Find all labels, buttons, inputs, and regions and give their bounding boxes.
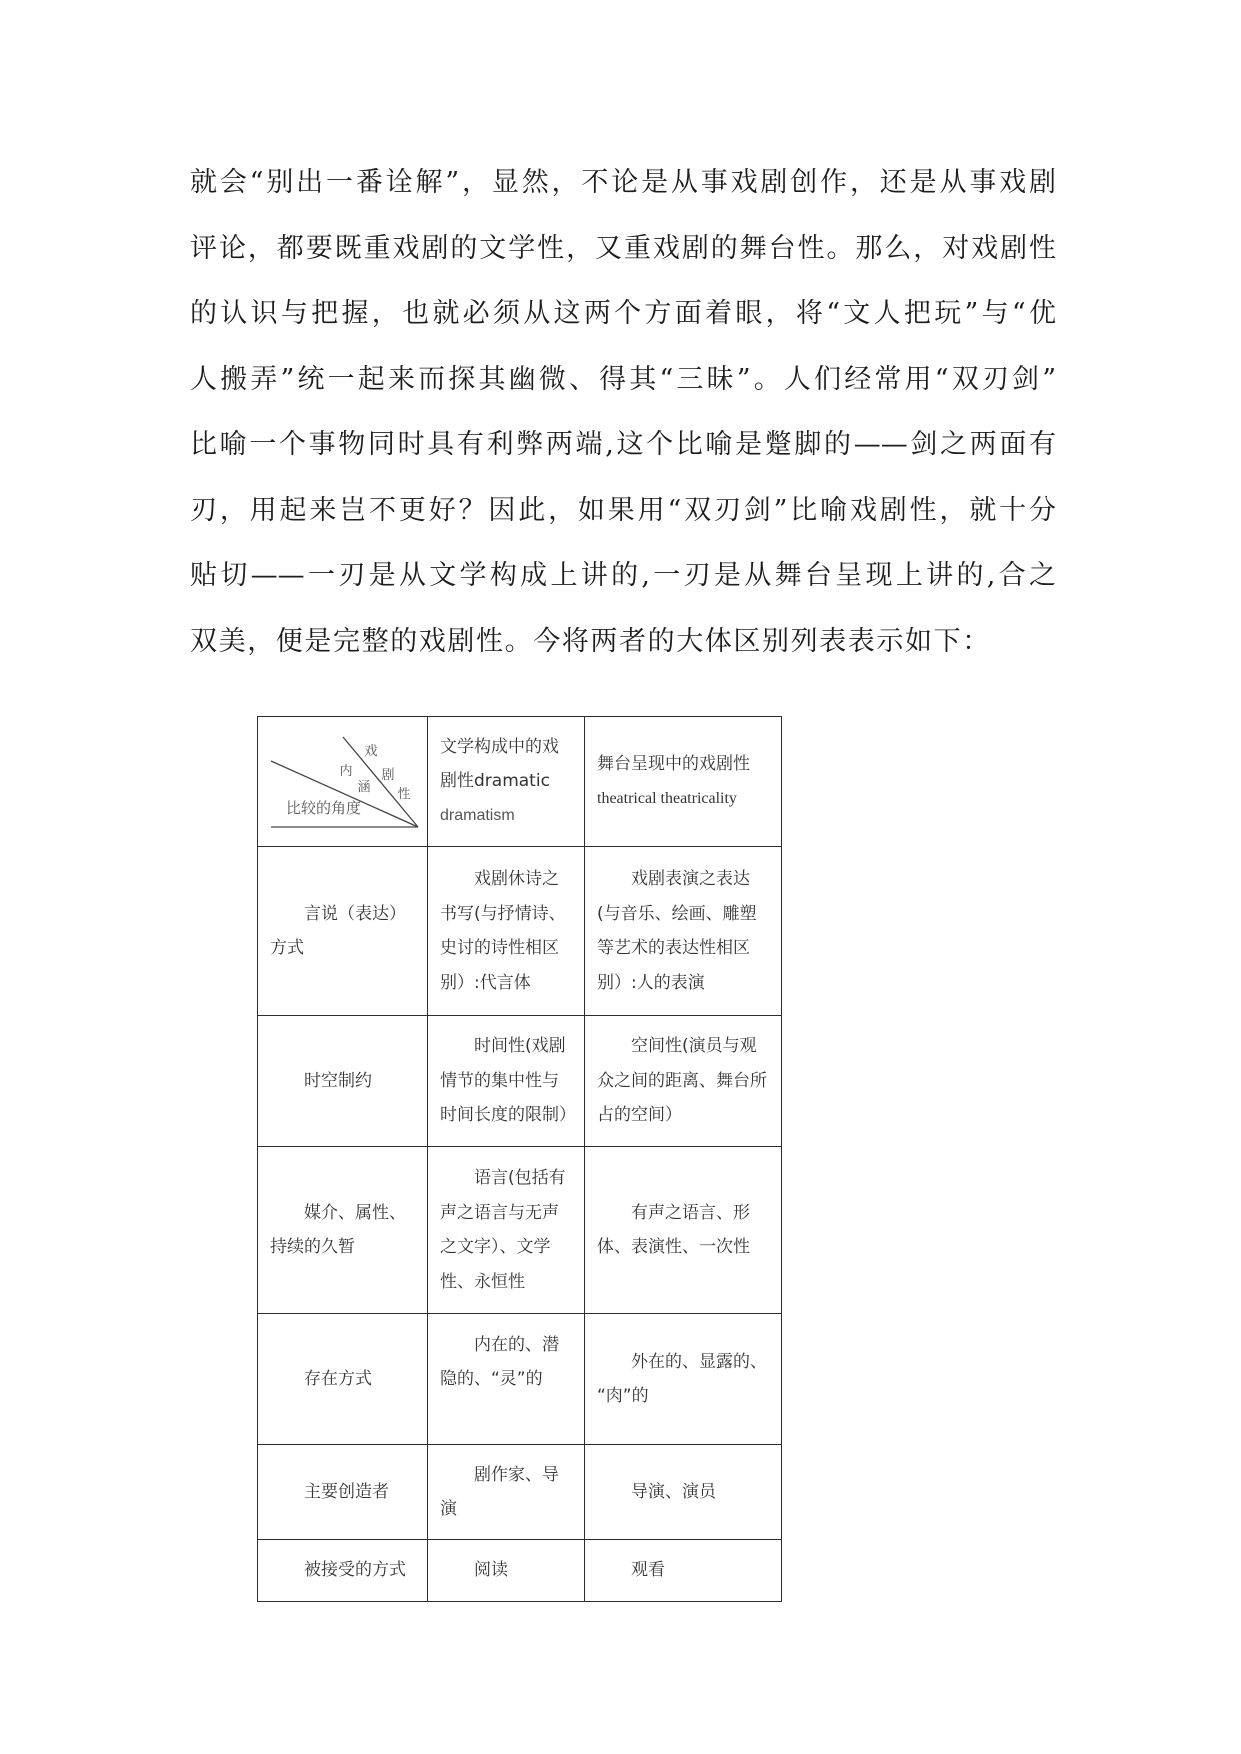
stage-cell <box>585 1540 782 1602</box>
literary-cell <box>428 1445 585 1540</box>
header-row <box>258 717 782 847</box>
cell-line: 时间性(戏剧 <box>474 1036 566 1057</box>
paragraph-line: 双美，便是完整的戏剧性。今将两者的大体区别列表表示如下： <box>190 625 991 657</box>
corner-label-char: 剧 <box>381 768 395 783</box>
cell-line: 被接受的方式 <box>304 1560 406 1581</box>
cell-line: 阅读 <box>474 1560 508 1581</box>
header-line: 文学构成中的戏 <box>440 736 559 757</box>
corner-header-cell <box>258 717 428 847</box>
cell-line: 语言(包括有 <box>474 1168 566 1188</box>
row-label-cell <box>258 1314 428 1445</box>
cell-line: 外在的、显露的、 <box>631 1351 767 1372</box>
cell-line: 情节的集中性与 <box>440 1070 559 1091</box>
literary-cell <box>428 1314 585 1445</box>
corner-label-char: 涵 <box>357 780 371 795</box>
cell-line: 媒介、属性、 <box>304 1202 406 1223</box>
cell-line: 方式 <box>270 938 304 958</box>
literary-cell <box>428 1016 585 1147</box>
cell-line: “肉”的 <box>597 1386 649 1406</box>
cell-line: 隐的、“灵”的 <box>440 1369 543 1389</box>
literary-cell <box>428 847 585 1016</box>
cell-line: 导演、演员 <box>631 1481 716 1502</box>
cell-line: 主要创造者 <box>304 1481 389 1502</box>
table-row <box>258 1016 782 1147</box>
cell-line: 别）:人的表演 <box>597 972 705 993</box>
header-cell-literary <box>428 717 585 847</box>
literary-cell <box>428 1540 585 1602</box>
header-line: dramatism <box>440 806 515 824</box>
cell-line: 戏剧休诗之 <box>474 869 559 889</box>
cell-line: 性、永恒性 <box>440 1271 525 1292</box>
cell-line: 等艺术的表达性相区 <box>597 938 750 958</box>
paragraph-line: 的认识与把握，也就必须从这两个方面着眼，将“文人把玩”与“优 <box>190 298 1056 329</box>
stage-cell <box>585 1016 782 1147</box>
row-label-cell <box>258 1016 428 1147</box>
cell-line: 众之间的距离、舞台所 <box>597 1070 767 1091</box>
paragraph-line: 刃，用起来岂不更好？因此，如果用“双刃剑”比喻戏剧性，就十分 <box>190 494 1056 526</box>
cell-line: 言说（表达） <box>304 903 406 924</box>
table-row <box>258 1314 782 1445</box>
stage-cell <box>585 1445 782 1540</box>
stage-cell <box>585 1314 782 1445</box>
cell-line: 内在的、潜 <box>474 1334 559 1355</box>
body-paragraph <box>190 150 1056 674</box>
table-row <box>258 847 782 1016</box>
header-line: 舞台呈现中的戏剧性 <box>597 754 750 774</box>
corner-label-char: 内 <box>339 764 353 779</box>
cell-line: 时间长度的限制） <box>440 1105 576 1126</box>
header-cell-stage <box>585 717 782 847</box>
cell-line: 观看 <box>631 1560 665 1581</box>
cell-line: 戏剧表演之表达 <box>631 869 750 889</box>
paragraph-line: 评论，都要既重戏剧的文学性，又重戏剧的舞台性。那么，对戏剧性 <box>190 232 1056 264</box>
row-label-cell <box>258 1147 428 1314</box>
header-line: theatrical theatricality <box>597 789 737 807</box>
row-label-cell <box>258 1445 428 1540</box>
cell-line: 演 <box>440 1499 457 1519</box>
cell-text-block <box>440 1328 580 1431</box>
cell-line: 体、表演性、一次性 <box>597 1237 750 1257</box>
cell-line: (与音乐、绘画、雕塑 <box>597 903 757 924</box>
row-label-cell <box>258 1540 428 1602</box>
cell-line: 史讨的诗性相区 <box>440 938 559 958</box>
diagonal-header <box>258 717 427 846</box>
cell-line: 占的空间） <box>597 1105 682 1126</box>
comparison-table <box>257 716 782 1602</box>
cell-line: 空间性(演员与观 <box>631 1036 757 1057</box>
paragraph-line: 贴切——一刃是从文学构成上讲的,一刃是从舞台呈现上讲的,合之 <box>190 560 1056 591</box>
corner-label-comparison-angle: 比较的角度 <box>286 799 362 817</box>
diagonal-header-graphic <box>258 717 428 846</box>
table-row <box>258 1445 782 1540</box>
cell-line: 时空制约 <box>304 1070 372 1091</box>
cell-line: 持续的久暂 <box>270 1237 355 1257</box>
cell-line: 有声之语言、形 <box>631 1202 750 1223</box>
paragraph-line: 人搬弄”统一起来而探其幽微、得其“三昧”。人们经常用“双刃剑” <box>190 363 1056 395</box>
corner-label-char: 戏 <box>364 744 378 759</box>
literary-cell <box>428 1147 585 1314</box>
paragraph-line: 就会“别出一番诠解”，显然，不论是从事戏剧创作，还是从事戏剧 <box>190 167 1056 198</box>
corner-label-char: 性 <box>397 787 411 802</box>
stage-cell <box>585 1147 782 1314</box>
cell-line: 剧作家、导 <box>474 1464 559 1485</box>
table-row <box>258 1540 782 1602</box>
cell-line: 存在方式 <box>304 1368 372 1389</box>
table-row <box>258 1147 782 1314</box>
cell-line: 之文字）、文学 <box>440 1237 551 1257</box>
row-label-cell <box>258 847 428 1016</box>
cell-line: 书写(与抒情诗、 <box>440 903 566 924</box>
header-line: 剧性dramatic <box>440 771 550 792</box>
cell-line: 声之语言与无声 <box>440 1202 559 1223</box>
paragraph-line: 比喻一个事物同时具有利弊两端,这个比喻是蹩脚的——剑之两面有 <box>190 429 1056 460</box>
cell-line: 别）:代言体 <box>440 972 531 993</box>
stage-cell <box>585 847 782 1016</box>
